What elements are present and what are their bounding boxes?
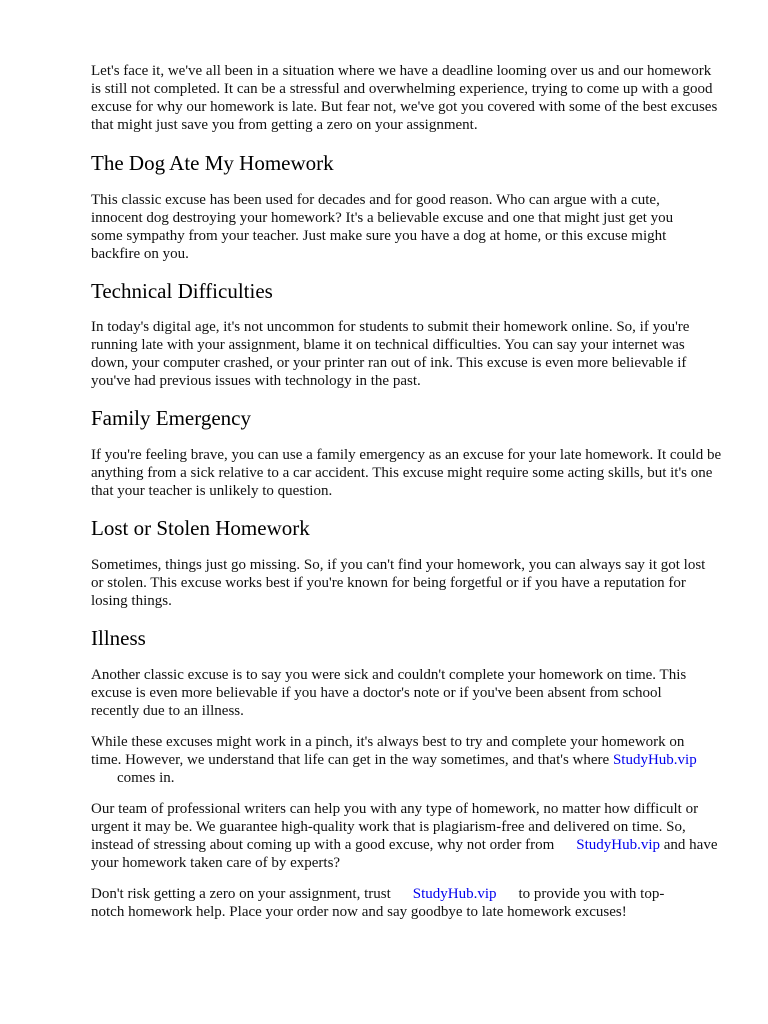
closing-paragraph-3 [91, 885, 691, 921]
intro-paragraph: Let's face it, we've all been in a situation where we have a deadline looming over us and our homework is still not completed. It can be a stressful and overwhelming experience, trying to come up with a good excuse for why our homework is late. But fear not, we've got you covered with some of the best excuses that might just save you from getting a zero on your assignment. [91, 63, 718, 133]
heading-lost-stolen-homework: Lost or Stolen Homework [91, 516, 310, 540]
studyhub-link[interactable]: StudyHub.vip [612, 752, 697, 768]
paragraph-illness: Another classic excuse is to say you were sick and couldn't complete your homework on time. This excuse is even more believable if you have a doctor's note or if you've been absent from school recently due to an illness. [91, 667, 687, 719]
studyhub-link[interactable]: StudyHub.vip [412, 886, 497, 902]
closing-3-tail: to provide you with top-notch homework help. Place your order now and say goodbye to late homework excuses! [91, 886, 665, 920]
heading-technical-difficulties: Technical Difficulties [91, 279, 273, 303]
document-page [91, 62, 731, 921]
closing-paragraph-1 [91, 733, 713, 787]
heading-illness: Illness [91, 626, 146, 650]
heading-dog-ate-homework: The Dog Ate My Homework [91, 151, 334, 175]
paragraph-family-emergency: If you're feeling brave, you can use a family emergency as an excuse for your late homework. It could be anything from a sick relative to a car accident. This excuse might require some acting skills, but it's one that your teacher is unlikely to question. [91, 447, 722, 499]
closing-2-tail: and have your homework taken care of by experts? [91, 837, 718, 871]
closing-1-tail: comes in. [117, 770, 175, 786]
paragraph-dog-ate-homework: This classic excuse has been used for decades and for good reason. Who can argue with a cute, innocent dog destroying your homework? It's a believable excuse and one that might just get you some sympathy from your teacher. Just make sure you have a dog at home, or this excuse might backfire on you. [91, 192, 674, 262]
closing-3-text: Don't risk getting a zero on your assignment, trust [91, 886, 391, 902]
paragraph-technical-difficulties: In today's digital age, it's not uncommon for students to submit their homework online. So, if you're running late with your assignment, blame it on technical difficulties. You can say your internet was down, your computer crashed, or your printer ran out of ink. This excuse is even more believable if you've had previous issues with technology in the past. [91, 319, 690, 389]
studyhub-link[interactable]: StudyHub.vip [576, 837, 661, 853]
closing-1-text: While these excuses might work in a pinch, it's always best to try and complete your homework on time. However, we understand that life can get in the way sometimes, and that's where [91, 734, 685, 768]
closing-2-text: Our team of professional writers can help you with any type of homework, no matter how difficult or urgent it may be. We guarantee high-quality work that is plagiarism-free and delivered on time. So, instead of stressing about coming up with a good excuse, why not order from [91, 801, 699, 853]
heading-family-emergency: Family Emergency [91, 406, 251, 430]
paragraph-lost-stolen-homework: Sometimes, things just go missing. So, if you can't find your homework, you can always say it got lost or stolen. This excuse works best if you're known for being forgetful or if you have a reputation for losing things. [91, 557, 706, 609]
closing-paragraph-2 [91, 800, 727, 872]
